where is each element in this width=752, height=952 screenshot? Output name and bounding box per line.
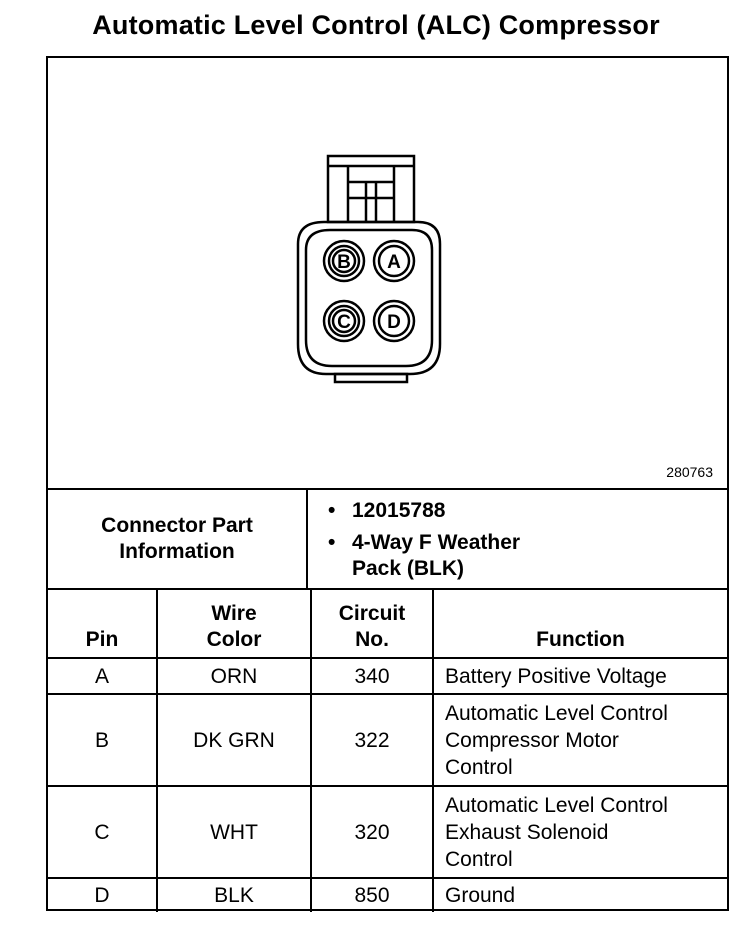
table-row	[48, 786, 727, 878]
figure-number: 280763	[666, 464, 713, 480]
function-line: Battery Positive Voltage	[445, 664, 667, 688]
function-line: Exhaust Solenoid	[445, 820, 609, 844]
part-number-item: • 12015788	[328, 499, 446, 522]
header-function: Function	[433, 589, 727, 658]
cell-wire-color: DK GRN	[157, 694, 311, 786]
connector-info-frame	[46, 56, 729, 911]
header-line: Circuit	[338, 602, 406, 625]
function-line: Compressor Motor	[445, 728, 619, 752]
function-line: Automatic Level Control	[445, 793, 668, 817]
cell-circuit: 322	[311, 694, 433, 786]
cell-pin: A	[48, 658, 157, 694]
function-line: Automatic Level Control	[445, 701, 668, 725]
connector-type-line: Pack (BLK)	[352, 557, 465, 580]
connector-drawing	[48, 58, 727, 488]
cell-function	[433, 658, 727, 694]
cell-pin: C	[48, 786, 157, 878]
pinout-table	[48, 588, 727, 912]
connector-part-label-line: Information	[119, 540, 235, 563]
cell-function	[433, 694, 727, 786]
connector-part-label	[48, 489, 307, 588]
header-circuit	[311, 589, 433, 658]
cell-wire-color: BLK	[157, 878, 311, 912]
cell-circuit: 340	[311, 658, 433, 694]
cell-circuit: 320	[311, 786, 433, 878]
cell-pin: B	[48, 694, 157, 786]
connector-type-item: • 4-Way F Weather Pack (BLK)	[328, 531, 521, 580]
page-title: Automatic Level Control (ALC) Compressor	[92, 10, 660, 40]
part-number: 12015788	[352, 499, 446, 522]
cell-wire-color: ORN	[157, 658, 311, 694]
cell-circuit: 850	[311, 878, 433, 912]
header-line: No.	[355, 628, 389, 651]
table-row	[48, 658, 727, 694]
cell-function	[433, 878, 727, 912]
table-row	[48, 694, 727, 786]
header-wire-color	[157, 589, 311, 658]
table-row	[48, 878, 727, 912]
connector-diagram	[48, 58, 727, 488]
header-line: Wire	[211, 602, 257, 625]
header-pin: Pin	[48, 589, 157, 658]
function-line: Control	[445, 847, 513, 871]
connector-type-line: 4-Way F Weather	[352, 531, 521, 554]
connector-part-label-line: Connector Part	[101, 514, 253, 537]
cell-wire-color: WHT	[157, 786, 311, 878]
pin-label-a: A	[387, 252, 401, 273]
connector-part-list	[307, 489, 727, 588]
function-line: Control	[445, 755, 513, 779]
function-line: Ground	[445, 884, 516, 907]
connector-part-info	[48, 488, 727, 588]
pin-label-d: D	[387, 312, 401, 333]
cell-pin: D	[48, 878, 157, 912]
cell-function	[433, 786, 727, 878]
pin-label-c: C	[337, 312, 351, 333]
pin-label-b: B	[337, 252, 351, 273]
header-line: Color	[206, 628, 262, 651]
